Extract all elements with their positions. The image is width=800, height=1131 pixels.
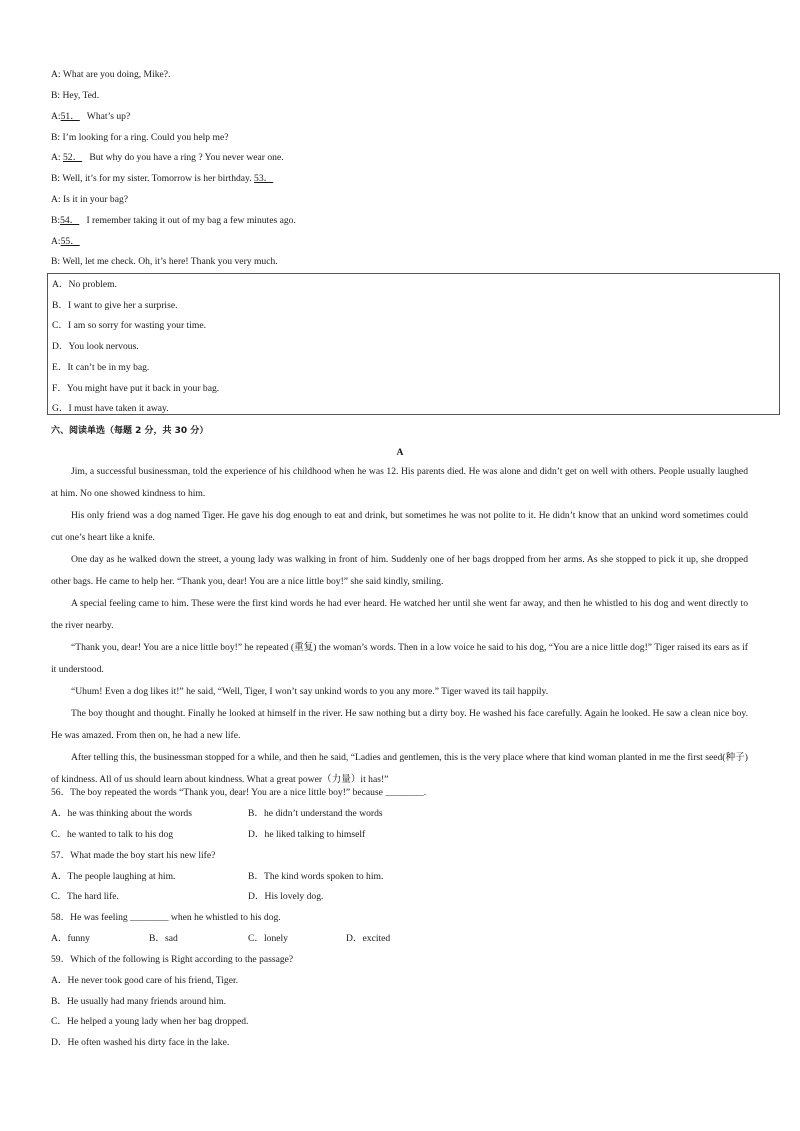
dialogue-text: B: Well, let me check. Oh, it’s here! Thank you very much. [51,256,278,267]
answer-blank: 54． [60,215,80,226]
choice-option: D．He often washed his dirty face in the lake. [51,1037,230,1048]
dialogue-line [51,111,130,123]
choice-option: C．he wanted to talk to his dog [51,829,174,840]
choice-option: B．sad [149,933,178,944]
choice-option: A．The people laughing at him. [51,871,176,882]
passage-paragraph: Jim, a successful businessman, told the experience of his childhood when he was 12. His parents died. He was alone and didn’t get on well with others. People usually laughed at him. No one showed kindness to him. [51,466,748,499]
options-box [47,273,780,415]
dialogue-text: A: Is it in your bag? [51,194,129,205]
question-stem: 58．He was feeling ________ when he whistled to his dog. [51,912,281,923]
passage-paragraph: His only friend was a dog named Tiger. He gave his dog enough to eat and drink, but sometimes he was not polite to it. He didn’t know that an unkind word sometimes could cut one’s heart like a knife. [51,510,748,543]
dialogue-text: A: [51,111,61,122]
dialogue-text: But why do you have a ring ? You never wear one. [82,152,284,163]
passage-label: A [396,447,404,458]
choice-option: A．he was thinking about the words [51,808,192,819]
question-stem: 56．The boy repeated the words “Thank you, dear! You are a nice little boy!” because ________. [51,787,427,798]
choice-option: B．The kind words spoken to him. [248,871,384,882]
choice-option: C．The hard life. [51,891,119,902]
choice-option: B．He usually had many friends around him. [51,996,227,1007]
option-item: A．No problem. [52,279,118,290]
question-stem: 57．What made the boy start his new life? [51,850,216,861]
dialogue-text: B: Hey, Ted. [51,90,100,101]
dialogue-line [51,194,128,206]
dialogue-line [51,236,80,248]
passage-paragraph: “Thank you, dear! You are a nice little boy!” he repeated (重复) the woman’s words. Then in a low voice he said to his dog, “You are a nice little dog!” Tiger raised its ears as if it understood. [51,642,748,675]
option-item: B．I want to give her a surprise. [52,300,178,311]
answer-blank: 55． [60,236,80,247]
passage-paragraph: A special feeling came to him. These were the first kind words he had ever heard. He watched her until she went far away, and then he whistled to his dog and went directly to the river nearby. [51,598,748,631]
dialogue-line [51,69,170,81]
dialogue-line [51,132,228,144]
answer-blank: 53． [254,173,274,184]
dialogue-text: B: [51,215,61,226]
dialogue-line [51,90,99,102]
dialogue-line [51,215,296,227]
choice-option: C．lonely [248,933,288,944]
answer-blank: 51． [60,111,80,122]
dialogue-text: A: [51,236,61,247]
option-item: F．You might have put it back in your bag. [52,383,220,394]
choice-option: A．He never took good care of his friend, Tiger. [51,975,239,986]
dialogue-text: A: What are you doing, Mike?. [51,69,171,80]
choice-option: C．He helped a young lady when her bag dropped. [51,1016,249,1027]
passage-paragraph: The boy thought and thought. Finally he looked at himself in the river. He saw nothing but a dirty boy. He washed his face carefully. Again he looked. He saw a clean nice boy. He was amazed. From then on, he had a new life. [51,708,748,741]
option-item: G．I must have taken it away. [52,403,169,414]
choice-option: D．he liked talking to himself [248,829,366,840]
passage-body [51,461,748,791]
dialogue-line [51,256,278,268]
choice-option: B．he didn’t understand the words [248,808,383,819]
dialogue-text: I remember taking it out of my bag a few minutes ago. [79,215,296,226]
dialogue-text: B: Well, it’s for my sister. Tomorrow is her birthday. [51,173,255,184]
passage-paragraph: “Uhum! Even a dog likes it!” he said, “Well, Tiger, I won’t say unkind words to you any more.” Tiger waved its tail happily. [71,686,549,697]
choice-option: D．excited [346,933,391,944]
dialogue-line [51,173,273,185]
dialogue-text: A: [51,152,63,163]
choice-option: D．His lovely dog. [248,891,324,902]
option-item: D．You look nervous. [52,341,139,352]
answer-blank: 52． [63,152,83,163]
passage-paragraph: One day as he walked down the street, a young lady was walking in front of him. Suddenly one of her bags dropped from her arms. As she stopped to pick it up, she dropped other bags. He came to help her. “Thank you, dear! You are a nice little boy!” she said kindly, smiling. [51,554,748,587]
question-stem: 59．Which of the following is Right according to the passage? [51,954,294,965]
section-heading: 六、阅读单选（每题 2 分，共 30 分） [51,426,209,436]
option-item: E．It can’t be in my bag. [52,362,150,373]
choice-option: A．funny [51,933,90,944]
passage-paragraph: After telling this, the businessman stopped for a while, and then he said, “Ladies and gentlemen, this is the very place where that kind woman planted in me the first seed(种子) of kindness. All of us should learn about kindness. What a great power（力量）it has!” [51,752,748,785]
option-item: C．I am so sorry for wasting your time. [52,320,207,331]
dialogue-line [51,152,284,164]
dialogue-text: What’s up? [79,111,131,122]
dialogue-text: B: I’m looking for a ring. Could you help me? [51,132,229,143]
